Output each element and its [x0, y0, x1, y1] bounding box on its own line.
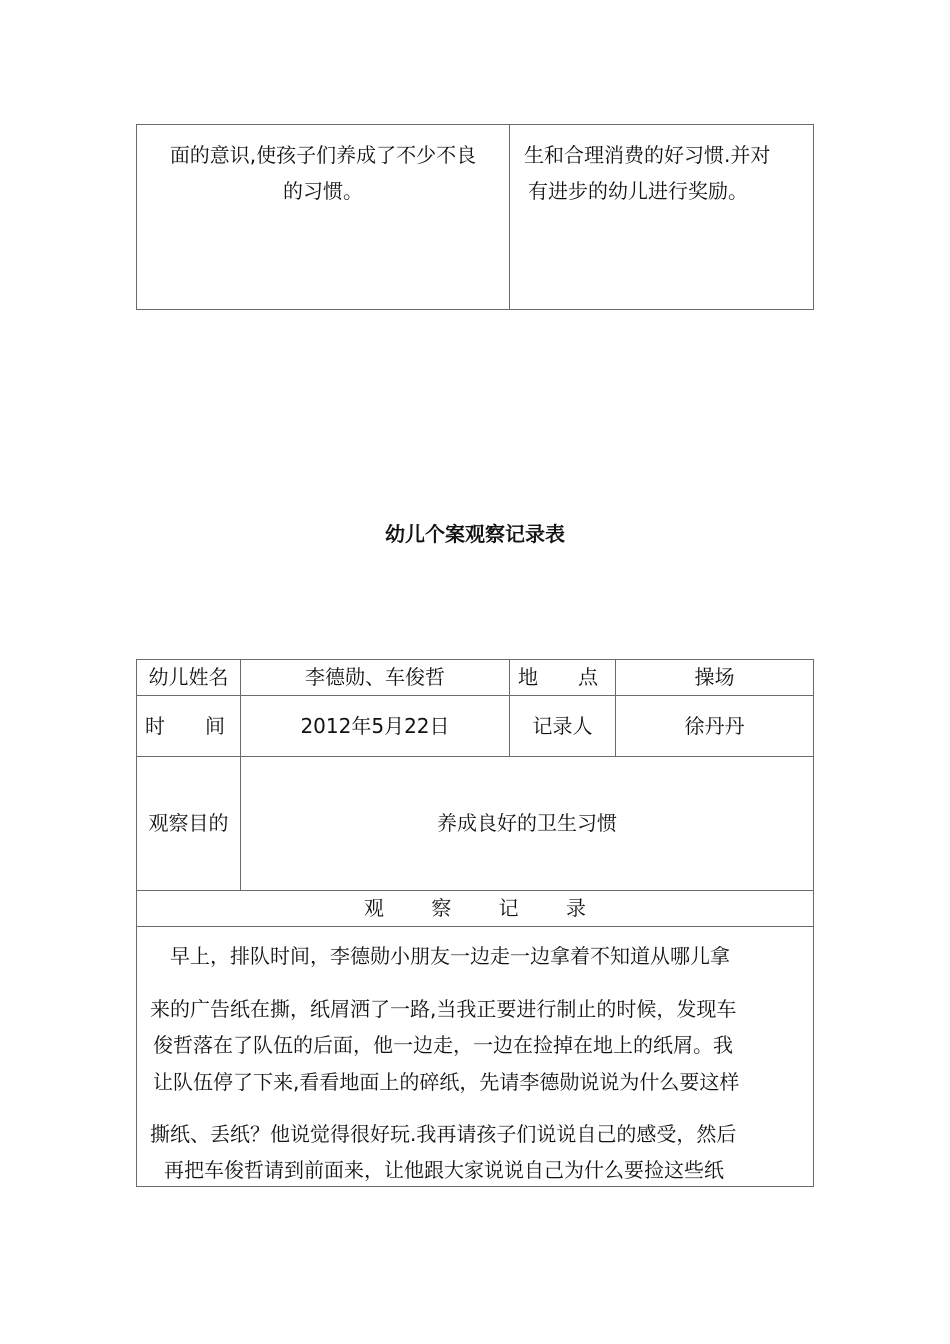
- name-label: 幼儿姓名: [148, 665, 229, 689]
- time-label: 时 间: [145, 714, 225, 738]
- top-right-line-1: 生和合理消费的好习惯.并对: [524, 143, 771, 167]
- recorder-label: 记录人: [532, 714, 593, 738]
- recorder-value: 徐丹丹: [684, 714, 745, 738]
- time-value: 2012年5月22日: [300, 714, 450, 738]
- record-line-1: 早上，排队时间，李德勋小朋友一边走一边拿着不知道从哪儿拿: [150, 944, 730, 968]
- purpose-label: 观察目的: [148, 811, 229, 835]
- top-left-cell: [137, 137, 509, 209]
- form-title: 幼儿个案观察记录表: [385, 522, 565, 546]
- top-left-line-2: 的习惯。: [283, 179, 363, 203]
- top-table-divider: [509, 124, 510, 310]
- top-left-line-1: 面的意识,使孩子们养成了不少不良: [169, 143, 477, 167]
- purpose-value: 养成良好的卫生习惯: [437, 811, 617, 835]
- record-line-6: 再把车俊哲请到前面来，让他跟大家说说自己为什么要捡这些纸: [164, 1158, 724, 1182]
- observation-record-text: [150, 927, 802, 1185]
- location-value: 操场: [694, 665, 735, 689]
- top-right-line-2: 有进步的幼儿进行奖励。: [528, 179, 748, 203]
- record-heading-char-3: 记: [498, 896, 519, 920]
- top-right-cell: [524, 137, 812, 209]
- record-line-5: 撕纸、丢纸？他说觉得很好玩.我再请孩子们说说自己的感受，然后: [150, 1122, 737, 1146]
- record-line-3: 俊哲落在了队伍的后面，他一边走，一边在捡掉在地上的纸屑。我: [153, 1033, 733, 1057]
- name-value: 李德勋、车俊哲: [305, 665, 445, 689]
- record-heading: [364, 891, 586, 926]
- record-line-2: 来的广告纸在撕，纸屑洒了一路,当我正要进行制止的时候，发现车: [150, 997, 737, 1021]
- location-label: 地 点: [518, 665, 598, 689]
- record-heading-char-2: 察: [431, 896, 452, 920]
- record-heading-char-1: 观: [364, 896, 384, 920]
- record-heading-char-4: 录: [565, 896, 586, 920]
- record-line-4: 让队伍停了下来,看看地面上的碎纸，先请李德勋说说为什么要这样: [153, 1070, 740, 1094]
